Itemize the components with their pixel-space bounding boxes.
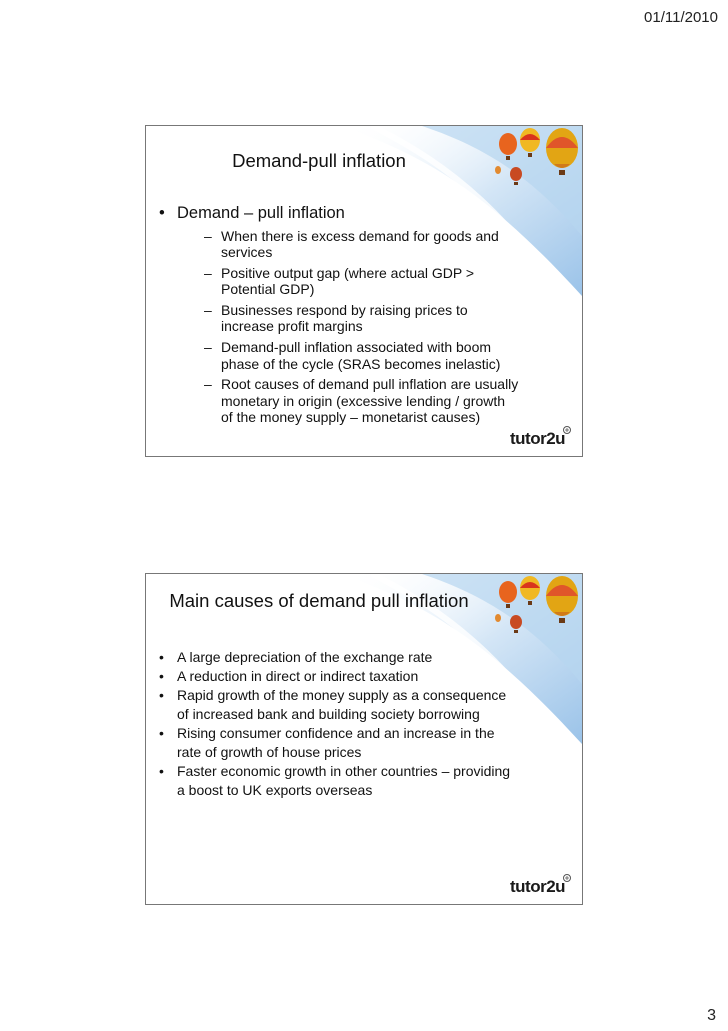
slide-title: Demand-pull inflation — [232, 150, 406, 171]
logo-part1: tutor — [510, 429, 547, 448]
slide-2 — [145, 573, 583, 905]
logo-part1: tutor — [510, 877, 547, 896]
bullet-dot-icon: • — [159, 763, 164, 779]
bullet-item — [155, 724, 516, 762]
bullet-item — [155, 667, 516, 686]
sub-bullet-item — [177, 265, 520, 298]
logo-part2: 2u — [546, 877, 566, 896]
svg-text:tutor2u — [510, 877, 565, 896]
bullet-item — [155, 686, 516, 724]
svg-text:tutor2u — [510, 429, 565, 448]
bullet-item — [155, 762, 516, 800]
page-number: 3 — [707, 1007, 716, 1024]
sub-bullet-text: When there is excess demand for goods and services — [221, 227, 499, 261]
dash-icon: – — [204, 301, 212, 318]
bullet-text: A reduction in direct or indirect taxation — [177, 668, 419, 684]
bullet-list — [155, 204, 520, 430]
bullet-dot-icon: • — [159, 204, 165, 222]
bullet-text: Demand – pull inflation — [177, 204, 345, 222]
bullet-item — [155, 204, 520, 426]
page-date: 01/11/2010 — [644, 9, 718, 26]
tutor2u-logo — [510, 425, 572, 449]
hot-air-balloons-icon — [492, 574, 582, 649]
dash-icon: – — [204, 264, 212, 281]
sub-bullet-item — [177, 376, 520, 426]
bullet-text: Faster economic growth in other countries – providing a boost to UK exports overseas — [177, 763, 511, 798]
bullet-text: Rising consumer confidence and an increase in the rate of growth of house prices — [177, 725, 495, 760]
sub-bullet-item — [177, 302, 520, 335]
bullet-dot-icon: • — [159, 687, 164, 703]
dash-icon: – — [204, 339, 212, 356]
sub-bullet-item — [177, 228, 520, 261]
slide-1 — [145, 125, 583, 457]
bullet-text: Rapid growth of the money supply as a consequence of increased bank and building society borrowing — [177, 687, 507, 722]
sub-bullet-text: Root causes of demand pull inflation are usually monetary in origin (excessive lending / growth of the money supply – monetarist causes) — [221, 376, 519, 426]
sub-bullet-list — [177, 228, 520, 427]
sub-bullet-text: Demand-pull inflation associated with boom phase of the cycle (SRAS becomes inelastic) — [221, 339, 501, 372]
bullet-dot-icon: • — [159, 649, 164, 665]
bullet-text: A large depreciation of the exchange rate — [177, 649, 433, 665]
sub-bullet-text: Businesses respond by raising prices to increase profit margins — [221, 301, 468, 335]
slide-title: Main causes of demand pull inflation — [169, 590, 469, 611]
bullet-dot-icon: • — [159, 725, 164, 741]
sub-bullet-text: Positive output gap (where actual GDP > Potential GDP) — [221, 264, 475, 298]
logo-part2: 2u — [546, 429, 566, 448]
tutor2u-logo — [510, 873, 572, 897]
hot-air-balloons-icon — [492, 126, 582, 201]
dash-icon: – — [204, 227, 212, 244]
bullet-list — [155, 648, 516, 800]
bullet-item — [155, 648, 516, 667]
sub-bullet-item — [177, 339, 520, 372]
bullet-dot-icon: • — [159, 668, 164, 684]
dash-icon: – — [204, 376, 212, 393]
